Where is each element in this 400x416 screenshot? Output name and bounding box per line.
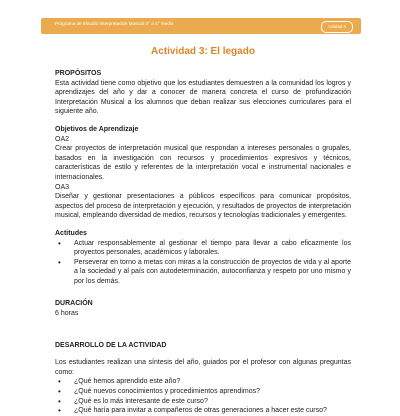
duracion-value: 6 horas	[55, 310, 79, 318]
desarrollo-intro: Los estudiantes realizan una síntesis del año, guiados por el profesor con algunas preguntas como:	[55, 359, 351, 376]
questions-list	[55, 377, 351, 415]
desarrollo-heading: DESARROLLO DE LA ACTIVIDAD	[55, 341, 167, 349]
list-item: • ¿Qué nuevos conocimientos y procedimientos aprendimos?	[55, 387, 351, 397]
actitudes-heading: Actitudes	[55, 229, 87, 237]
document-body	[55, 46, 351, 416]
oa-text: Crear proyectos de interpretación musical que respondan a intereses personales o grupales, basados en la investigación con recursos y procedimientos expresivos y técnicos, características de estilo y referentes de la interpretación vocal e instrumental nacionales e internacionales.	[55, 145, 351, 181]
list-item: • ¿Qué es lo más interesante de este curso?	[55, 397, 351, 407]
program-title: Programa de Estudio Interpretación Musical 3° a 4° medio	[55, 21, 174, 26]
actitudes-list	[55, 239, 351, 287]
list-item: • ¿Qué haría para invitar a compañeros de otras generaciones a hacer este curso?	[55, 406, 351, 416]
list-item: • ¿Qué hemos aprendido este año?	[55, 377, 351, 387]
objetivos-heading: Objetivos de Aprendizaje	[55, 125, 139, 133]
header-bar	[41, 18, 361, 34]
list-item: • Actuar responsablemente al gestionar el tiempo para llevar a cabo eficazmente los proyectos personales, académicos y laborales.	[55, 239, 351, 258]
duracion-heading: DURACIÓN	[55, 300, 93, 308]
unit-badge: Unidad 4	[321, 21, 353, 33]
propositos-text: Esta actividad tiene como objetivo que los estudiantes demuestren a la comunidad los logros y aprendizajes del año y dar a conocer de manera concreta el curso de profundización Interpretación Musical a los alumnos que deban realizar sus elecciones curriculares para el siguiente año.	[55, 79, 351, 116]
propositos-heading: PROPÓSITOS	[55, 70, 102, 77]
oa-code: OA3	[55, 183, 70, 191]
oa-code: OA2	[55, 135, 70, 143]
oa-text: Diseñar y gestionar presentaciones a públicos específicos para comunicar propósitos, aspectos del proceso de interpretación y ejecución, y resultados de proyectos de interpretación musical, empleando diversidad de medios, recursos y tecnologías tradicionales y emergentes.	[55, 193, 351, 220]
activity-title: Actividad 3: El legado	[151, 46, 255, 57]
list-item: • Perseverar en torno a metas con miras a la construcción de proyectos de vida y al aporte a la sociedad y al país con autodeterminación, autoconfianza y respeto por uno mismo y por los demás.	[55, 258, 351, 287]
